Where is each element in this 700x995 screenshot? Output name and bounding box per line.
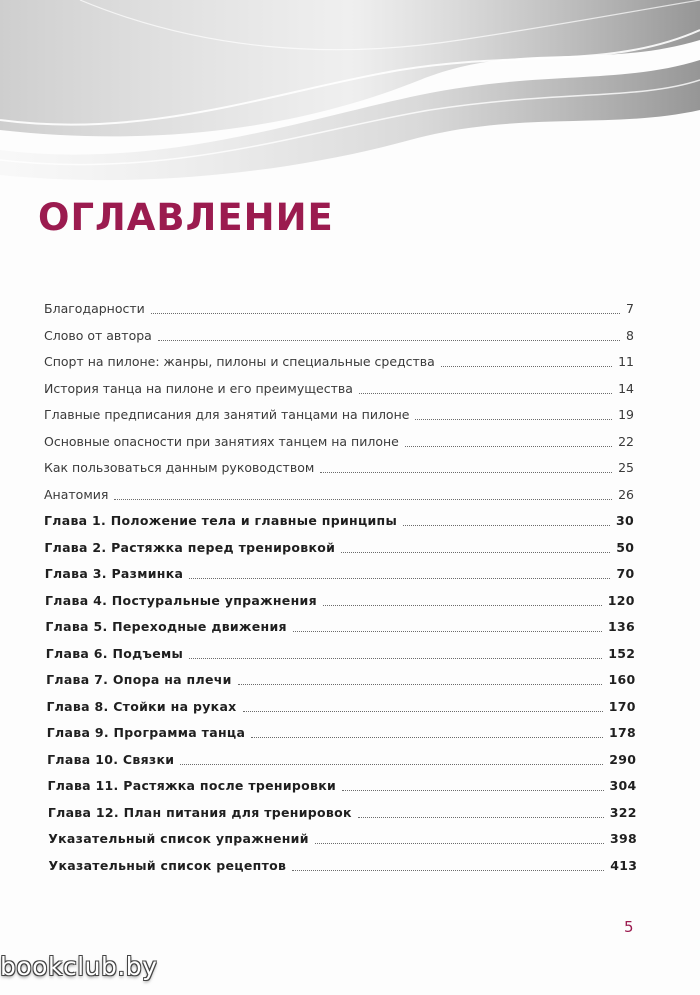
toc-entry-title: Благодарности: [44, 301, 145, 316]
toc-entry-page: 152: [608, 645, 636, 661]
toc-entry-page: 398: [609, 831, 637, 846]
toc-entry-title: Указательный список рецептов: [48, 857, 287, 873]
toc-entry: [45, 615, 635, 635]
dot-leader: [403, 525, 610, 526]
toc-entry-title: Глава 12. План питания для тренировок: [47, 804, 352, 820]
toc-entry: [45, 562, 635, 582]
toc-entry-page: 413: [610, 857, 638, 873]
dot-leader: [415, 419, 612, 420]
toc-entry: [47, 748, 636, 768]
dot-leader: [180, 764, 603, 765]
watermark: bookclub.by: [0, 952, 158, 981]
toc-entry-title: Основные опасности при занятиях танцем на пилоне: [44, 433, 399, 449]
toc-entry: [44, 430, 634, 450]
toc-entry-page: 22: [618, 433, 634, 449]
toc-entry: [46, 695, 635, 715]
toc-entry: [44, 536, 634, 556]
toc-entry-title: Главные предписания для занятий танцами на пилоне: [44, 407, 410, 422]
toc-entry-page: 25: [618, 460, 634, 475]
toc-entry: [44, 324, 634, 344]
dot-leader: [189, 578, 610, 579]
toc-entry-page: 136: [607, 619, 635, 634]
toc-entry-title: История танца на пилоне и его преимущества: [44, 380, 353, 396]
dot-leader: [293, 631, 602, 632]
toc-entry-page: 14: [618, 380, 634, 396]
toc-entry-title: Слово от автора: [44, 327, 152, 343]
toc-entry: [44, 403, 634, 423]
dot-leader: [441, 366, 612, 367]
toc-entry: [44, 509, 634, 529]
dot-leader: [315, 843, 604, 844]
toc-entry-page: 30: [616, 513, 634, 528]
toc-entry-title: Глава 11. Растяжка после тренировки: [47, 778, 337, 793]
dot-leader: [189, 658, 602, 659]
toc-entry: [46, 642, 636, 662]
toc-entry-page: 304: [609, 778, 637, 793]
toc-entry: [44, 350, 634, 370]
dot-leader: [405, 446, 612, 447]
toc-entry-page: 120: [607, 592, 635, 608]
toc-entry-page: 178: [608, 725, 636, 740]
dot-leader: [359, 393, 612, 394]
dot-leader: [341, 552, 610, 553]
dot-leader: [342, 790, 603, 791]
toc-entry-page: 50: [616, 539, 635, 555]
dot-leader: [323, 605, 602, 606]
dot-leader: [243, 711, 603, 712]
toc-entry-page: 70: [616, 566, 635, 581]
toc-entry: [44, 456, 634, 476]
toc-entry: [46, 668, 635, 688]
toc-entry-title: Глава 9. Программа танца: [46, 725, 246, 740]
toc-entry-title: Глава 4. Постуральные упражнения: [45, 592, 317, 608]
toc-entry-title: Глава 3. Разминка: [44, 566, 184, 581]
toc-entry-title: Как пользоваться данным руководством: [44, 460, 315, 475]
toc-entry-title: Глава 10. Связки: [47, 751, 175, 767]
toc-entry-page: 160: [608, 672, 636, 687]
toc-entry: [48, 801, 637, 821]
toc-entry-page: 11: [618, 354, 634, 369]
toc-entry-title: Глава 5. Переходные движения: [45, 619, 287, 634]
toc-entry: [49, 854, 638, 874]
toc-entry: [48, 827, 637, 847]
toc-entry-page: 26: [618, 486, 634, 502]
toc-entry-page: 170: [608, 698, 636, 714]
dot-leader: [158, 340, 620, 341]
dot-leader: [114, 499, 612, 500]
toc-entry: [45, 589, 635, 609]
toc-entry-title: Глава 8. Стойки на руках: [46, 698, 237, 714]
toc-entry-page: 7: [626, 301, 634, 316]
page-title: ОГЛАВЛЕНИЕ: [38, 196, 334, 239]
toc-entry-title: Глава 7. Опора на плечи: [46, 672, 232, 687]
dot-leader: [292, 870, 604, 871]
dot-leader: [151, 313, 620, 314]
toc-entry: [47, 721, 636, 741]
toc-entry: [48, 774, 637, 794]
toc-entry-page: 290: [609, 751, 637, 767]
toc-entry-title: Анатомия: [44, 486, 109, 502]
toc-entry-page: 8: [626, 327, 634, 343]
toc-entry-title: Глава 1. Положение тела и главные принципы: [44, 513, 398, 528]
page-number: 5: [624, 918, 634, 936]
toc-entry-page: 19: [618, 407, 634, 422]
toc-entry-title: Глава 6. Подъемы: [45, 645, 184, 661]
toc-entry-page: 322: [609, 804, 637, 820]
toc-entry: [44, 297, 634, 317]
toc-entry-title: Указательный список упражнений: [48, 831, 309, 846]
toc-entry: [44, 483, 634, 503]
toc-entry: [44, 377, 634, 397]
dot-leader: [358, 817, 604, 818]
toc-entry-title: Спорт на пилоне: жанры, пилоны и специальные средства: [44, 354, 435, 369]
dot-leader: [251, 737, 603, 738]
dot-leader: [238, 684, 603, 685]
dot-leader: [320, 472, 612, 473]
toc-entry-title: Глава 2. Растяжка перед тренировкой: [44, 539, 336, 555]
